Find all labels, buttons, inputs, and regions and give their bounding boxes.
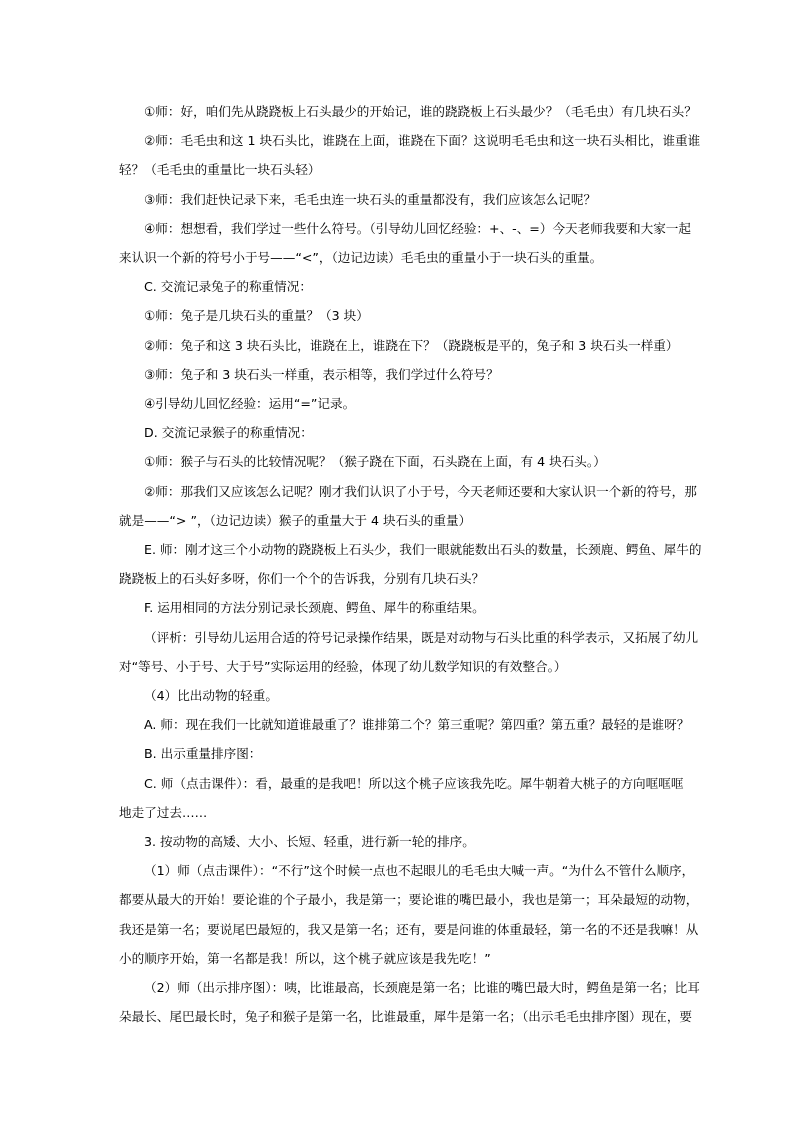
paragraph-line: 小的顺序开始，第一名都是我！所以，这个桃子就应该是我先吃！”: [119, 950, 491, 966]
paragraph-line: ④引导幼儿回忆经验：运用“=”记录。: [144, 396, 356, 412]
paragraph-line: 轻？（毛毛虫的重量比一块石头轻）: [119, 162, 321, 178]
paragraph-line: ③师：我们赶快记录下来，毛毛虫连一块石头的重量都没有，我们应该怎么记呢？: [144, 191, 597, 207]
paragraph-line: ③师：兔子和 3 块石头一样重，表示相等，我们学过什么符号？: [144, 366, 499, 382]
paragraph-line: ②师：那我们又应该怎么记呢？刚才我们认识了小于号，今天老师还要和大家认识一个新的符号，那: [144, 483, 697, 499]
paragraph-line: E. 师：刚才这三个小动物的跷跷板上石头少，我们一眼就能数出石头的数量，长颈鹿、鳄鱼、犀牛的: [144, 542, 702, 558]
paragraph-line: ④师：想想看，我们学过一些什么符号。（引导幼儿回忆经验：+、-、=）今天老师我要和大家一起: [144, 220, 691, 236]
paragraph-line: 跷跷板上的石头好多呀，你们一个个的告诉我，分别有几块石头？: [119, 571, 485, 587]
paragraph-line: A. 师：现在我们一比就知道谁最重了？谁排第二个？第三重呢？第四重？第五重？最轻的是谁呀？: [144, 717, 690, 733]
paragraph-line: （评析：引导幼儿运用合适的符号记录操作结果，既是对动物与石头比重的科学表示，又拓展了幼儿: [144, 629, 699, 645]
paragraph-line: F. 运用相同的方法分别记录长颈鹿、鳄鱼、犀牛的称重结果。: [144, 600, 485, 616]
paragraph-line: 都要从最大的开始！要论谁的个子最小，我是第一；要论谁的嘴巴最小，我也是第一；耳朵最短的动物，: [119, 892, 699, 908]
paragraph-line: （2）师（出示排序图）：咦，比谁最高，长颈鹿是第一名；比谁的嘴巴最大时，鳄鱼是第一名；比耳: [144, 980, 700, 996]
paragraph-line: （4）比出动物的轻重。: [144, 688, 278, 704]
paragraph-line: D. 交流记录猴子的称重情况：: [144, 425, 313, 441]
paragraph-line: 我还是第一名；要说尾巴最短的，我又是第一名；还有，要是问谁的体重最轻，第一名的不还是我嘛！从: [119, 921, 699, 937]
paragraph-line: 朵最长、尾巴最长时，兔子和猴子是第一名，比谁最重，犀牛是第一名；（出示毛毛虫排序图）现在，要: [119, 1009, 693, 1025]
paragraph-line: 来认识一个新的符号小于号——“<”，（边记边读）毛毛虫的重量小于一块石头的重量。: [119, 250, 603, 266]
paragraph-line: B. 出示重量排序图：: [144, 746, 262, 762]
paragraph-line: 3. 按动物的高矮、大小、长短、轻重，进行新一轮的排序。: [144, 834, 475, 850]
paragraph-line: ①师：兔子是几块石头的重量？（3 块）: [144, 308, 369, 324]
document-body: [119, 97, 702, 1032]
paragraph-line: 地走了过去……: [119, 804, 208, 820]
paragraph-line: ①师：好，咱们先从跷跷板上石头最少的开始记，谁的跷跷板上石头最少？（毛毛虫）有几块石头？: [144, 104, 697, 119]
paragraph-line: ②师：毛毛虫和这 1 块石头比，谁跷在上面，谁跷在下面？这说明毛毛虫和这一块石头相比，谁重谁: [144, 133, 701, 149]
paragraph-line: （1）师（点击课件）：“不行”这个时候一点也不起眼儿的毛毛虫大喊一声。“为什么不管什么顺序，: [144, 863, 695, 879]
paragraph-line: ①师：猴子与石头的比较情况呢？（猴子跷在下面，石头跷在上面，有 4 块石头。）: [144, 454, 606, 470]
paragraph-line: 就是——“> ”，（边记边读）猴子的重量大于 4 块石头的重量）: [119, 512, 472, 528]
paragraph-line: 对“等号、小于号、大于号”实际运用的经验，体现了幼儿数学知识的有效整合。）: [119, 658, 567, 674]
paragraph-line: C. 师（点击课件）：看，最重的是我吧！所以这个桃子应该我先吃。犀牛朝着大桃子的方向哐哐哐: [144, 775, 684, 791]
paragraph-line: C. 交流记录兔子的称重情况：: [144, 279, 312, 295]
paragraph-line: ②师：兔子和这 3 块石头比，谁跷在上，谁跷在下？（跷跷板是平的，兔子和 3 块石头一样重）: [144, 337, 679, 353]
